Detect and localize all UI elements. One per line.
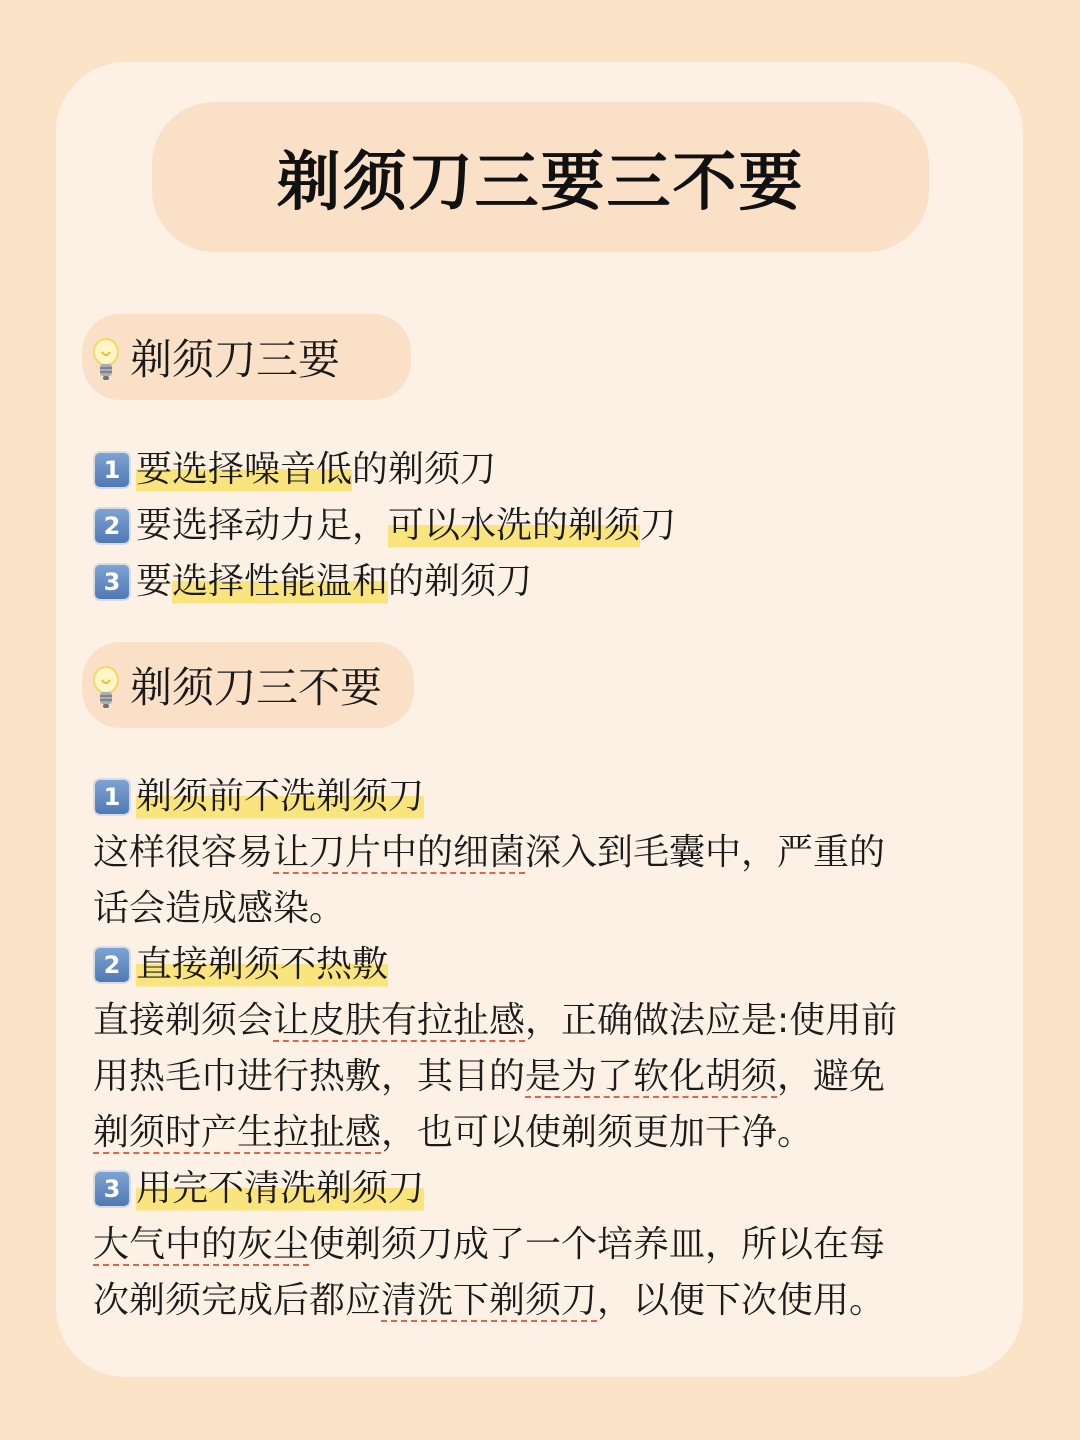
- section-label: 剃须刀三要: [130, 335, 341, 384]
- underlined-text: 清洗下剃须刀: [381, 1280, 598, 1321]
- lightbulb-icon: [92, 338, 120, 382]
- highlighted-text: 用完不清洗剃须刀: [136, 1161, 424, 1217]
- highlighted-text: 要选择噪音低: [136, 442, 352, 498]
- underlined-text: 让皮肤有拉扯感: [273, 1000, 526, 1041]
- item-text: 的剃须刀: [388, 561, 533, 602]
- paragraph-line: [93, 1217, 885, 1273]
- number-badge: 3: [93, 563, 131, 601]
- text: 直接剃须会: [93, 1000, 274, 1041]
- underlined-text: 大气中的灰尘: [93, 1224, 310, 1265]
- list-item: [93, 442, 496, 498]
- item-text: 要选择动力足，: [136, 505, 389, 546]
- section-label: 剃须刀三不要: [130, 663, 383, 712]
- highlighted-text: 选择性能温和: [172, 554, 388, 610]
- number-badge: 1: [93, 451, 131, 489]
- text: 这样很容易: [93, 832, 274, 873]
- text: ，也可以使剃须更加干净。: [381, 1112, 814, 1153]
- text: ，避免: [777, 1056, 886, 1097]
- highlighted-text: 可以水洗的剃须: [388, 498, 640, 554]
- number-badge: 2: [93, 507, 131, 545]
- list-item-heading: [93, 769, 424, 825]
- text: 次剃须完成后都应: [93, 1280, 382, 1321]
- paragraph-line: [93, 825, 885, 881]
- title-banner: [152, 102, 929, 252]
- paragraph-line: [93, 1105, 813, 1161]
- underlined-text: 是为了软化胡须: [525, 1056, 778, 1097]
- list-item: [93, 554, 532, 610]
- paragraph-line: [93, 993, 897, 1049]
- section-header-donts: [82, 642, 414, 728]
- lightbulb-icon: [92, 666, 120, 710]
- item-text: 要: [136, 561, 173, 602]
- number-badge: 2: [93, 946, 131, 984]
- text: ，正确做法应是:使用前: [525, 1000, 898, 1041]
- text: ，以便下次使用。: [597, 1280, 886, 1321]
- paragraph-line: [93, 1049, 885, 1105]
- page-title: 剃须刀三要三不要: [276, 146, 805, 220]
- text: 深入到毛囊中，严重的: [525, 832, 886, 873]
- underlined-text: 剃须时产生拉扯感: [93, 1112, 382, 1153]
- paragraph-line: [93, 881, 345, 937]
- list-item-heading: [93, 937, 388, 993]
- highlighted-text: 剃须前不洗剃须刀: [136, 769, 424, 825]
- text: 话会造成感染。: [93, 888, 346, 929]
- highlighted-text: 直接剃须不热敷: [136, 937, 388, 993]
- section-header-dos: [82, 314, 411, 400]
- paragraph-line: [93, 1273, 885, 1329]
- text: 使剃须刀成了一个培养皿，所以在每: [309, 1224, 886, 1265]
- text: 用热毛巾进行热敷，其目的: [93, 1056, 526, 1097]
- number-badge: 3: [93, 1170, 131, 1208]
- underlined-text: 让刀片中的细菌: [273, 832, 526, 873]
- item-text: 的剃须刀: [352, 449, 497, 490]
- list-item: [93, 498, 676, 554]
- item-text: 刀: [640, 505, 677, 546]
- number-badge: 1: [93, 778, 131, 816]
- list-item-heading: [93, 1161, 424, 1217]
